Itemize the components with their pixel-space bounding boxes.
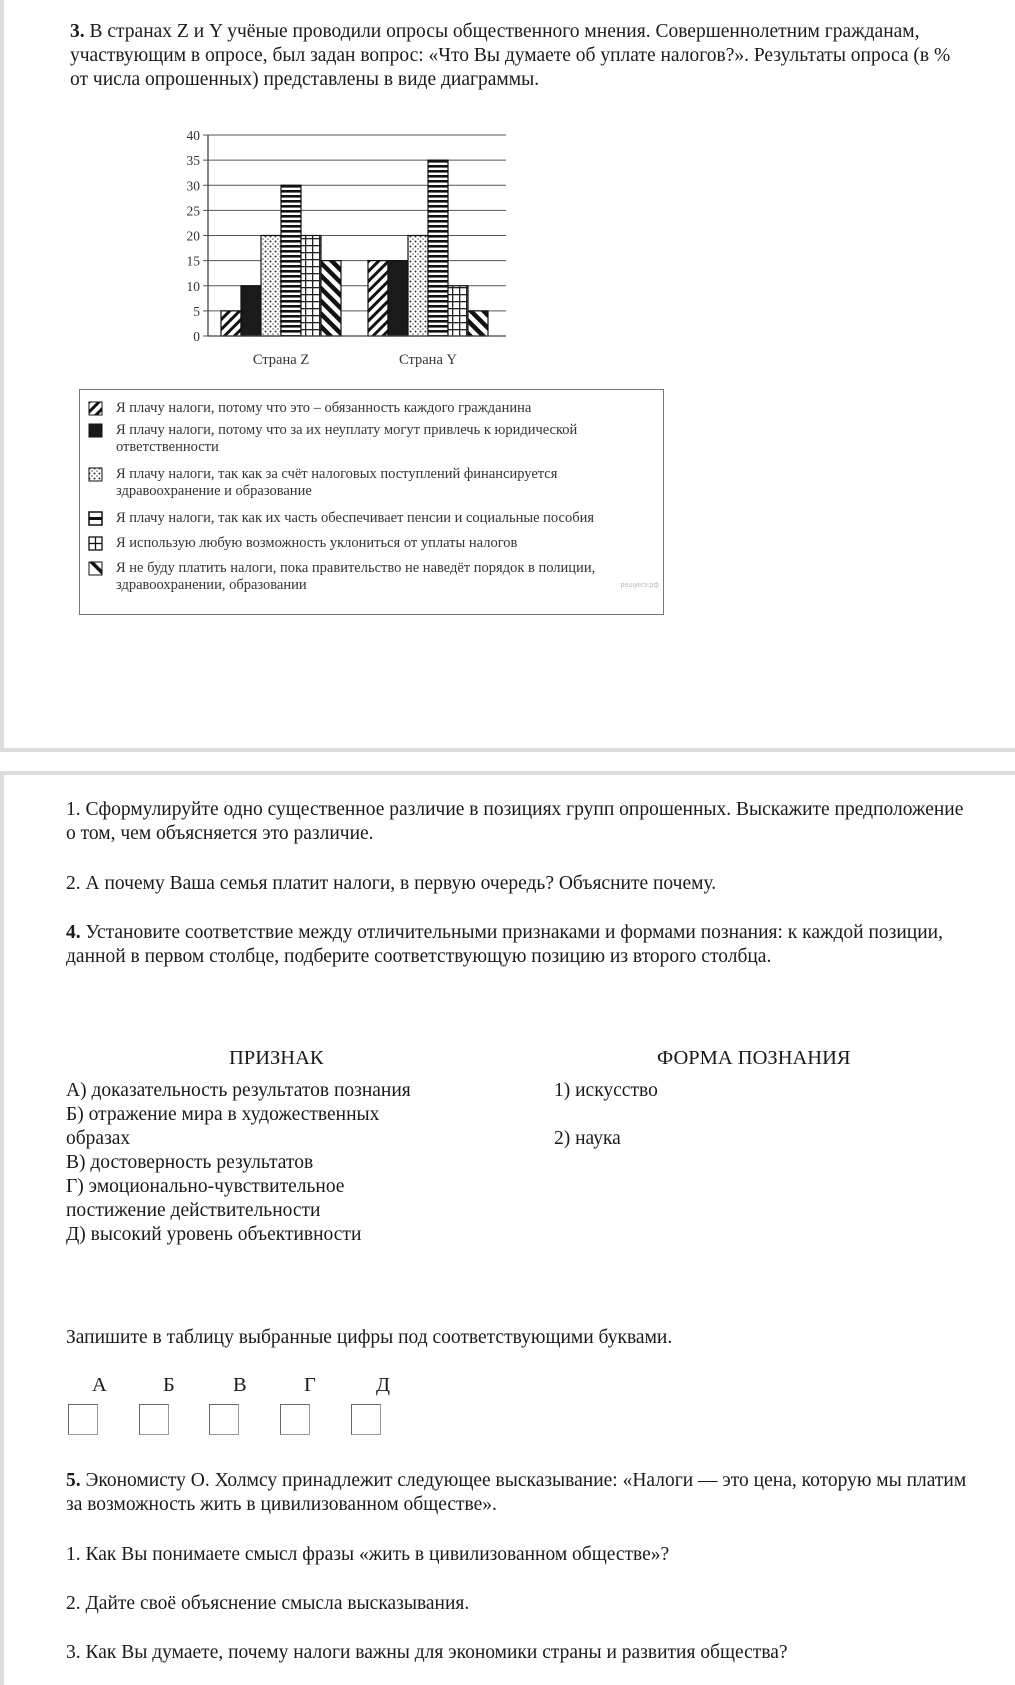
legend-swatch-icon bbox=[88, 423, 103, 438]
legend-label: Я плачу налоги, так как их часть обеспечивает пенсии и социальные пособия bbox=[116, 510, 595, 526]
y-tick-label: 40 bbox=[186, 128, 200, 143]
answer-letter-a: А bbox=[92, 1374, 107, 1396]
feature-e: Д) высокий уровень объективности bbox=[66, 1224, 362, 1245]
task3-panel bbox=[0, 0, 1015, 752]
task5-number: 5. bbox=[66, 1470, 81, 1491]
y-tick-label: 30 bbox=[186, 178, 200, 194]
legend-swatch-icon bbox=[88, 511, 103, 526]
legend-label: Я не буду платить налоги, пока правительство не наведёт порядок в полиции, здравоохранении, образовании bbox=[116, 560, 596, 593]
answer-box-c[interactable] bbox=[209, 1404, 239, 1435]
bar-chart bbox=[4, 0, 704, 380]
answer-box-e[interactable] bbox=[351, 1404, 381, 1435]
task5-question: Экономисту О. Холмсу принадлежит следующее высказывание: «Налоги — это цена, которую мы платим за возможность жить в цивилизованном обществе». bbox=[66, 1470, 967, 1515]
feature-c: В) достоверность результатов bbox=[66, 1152, 314, 1173]
task5-text bbox=[66, 1469, 976, 1517]
task5-subtask-2: 2. Дайте своё объяснение смысла высказывания. bbox=[66, 1593, 470, 1614]
task3-subtask-2: 2. А почему Ваша семья платит налоги, в первую очередь? Объясните почему. bbox=[66, 873, 717, 894]
column-header-feature: ПРИЗНАК bbox=[229, 1047, 324, 1069]
form-2: 2) наука bbox=[554, 1128, 621, 1149]
task3-subtask-1: 1. Сформулируйте одно существенное различие в позициях групп опрошенных. Выскажите предположение о том, чем объясняется это различие. bbox=[66, 799, 964, 844]
bar-z-series-3 bbox=[261, 236, 281, 337]
task4-question: Установите соответствие между отличительными признаками и формами познания: к каждой позиции, данной в первом столбце, подберите соответствующую позицию из второго столбца. bbox=[66, 922, 943, 967]
answer-letter-b: Б bbox=[163, 1374, 175, 1396]
task4-text bbox=[66, 921, 966, 969]
form-1: 1) искусство bbox=[554, 1080, 658, 1101]
y-tick-label: 20 bbox=[186, 228, 200, 244]
feature-d: Г) эмоционально-чувствительное постижение действительности bbox=[66, 1176, 345, 1221]
feature-a: А) доказательность результатов познания bbox=[66, 1080, 411, 1101]
y-tick-label: 15 bbox=[186, 253, 200, 269]
bar-z-series-6 bbox=[321, 261, 341, 336]
task4-number: 4. bbox=[66, 922, 81, 943]
feature-b: Б) отражение мира в художественных образах bbox=[66, 1104, 380, 1149]
task5-subtask-1: 1. Как Вы понимаете смысл фразы «жить в цивилизованном обществе»? bbox=[66, 1544, 670, 1565]
y-tick-label: 5 bbox=[193, 303, 200, 319]
answer-letter-c: В bbox=[233, 1374, 247, 1396]
answer-box-a[interactable] bbox=[68, 1404, 98, 1435]
bar-y-series-6 bbox=[468, 311, 488, 336]
bar-y-series-1 bbox=[368, 261, 388, 336]
answer-letter-e: Д bbox=[376, 1374, 390, 1396]
chart-legend bbox=[79, 389, 664, 615]
legend-swatch-icon bbox=[88, 467, 103, 482]
watermark: решуегэ.рф bbox=[620, 582, 659, 589]
answer-instruction: Запишите в таблицу выбранные цифры под соответствующими буквами. bbox=[66, 1327, 673, 1348]
y-tick-label: 0 bbox=[193, 329, 200, 344]
answer-box-b[interactable] bbox=[139, 1404, 169, 1435]
legend-label: Я плачу налоги, потому что это – обязанность каждого гражданина bbox=[116, 400, 532, 416]
bar-z-series-5 bbox=[301, 236, 321, 337]
column-header-form: ФОРМА ПОЗНАНИЯ bbox=[657, 1047, 851, 1069]
x-category-label: Страна Y bbox=[399, 352, 457, 368]
legend-label: Я плачу налоги, так как за счёт налоговых поступлений финансируется здравоохранение и образование bbox=[116, 466, 558, 499]
task3-number: 3. bbox=[70, 21, 85, 42]
legend-swatch-icon bbox=[88, 561, 103, 576]
bar-z-series-2 bbox=[241, 286, 261, 336]
x-category-label: Страна Z bbox=[252, 352, 310, 368]
legend-swatch-icon bbox=[88, 401, 103, 416]
y-tick-label: 25 bbox=[186, 203, 200, 219]
legend-label: Я плачу налоги, потому что за их неуплату могут привлечь к юридической ответственности bbox=[116, 422, 578, 455]
answer-letter-d: Г bbox=[304, 1374, 316, 1396]
legend-swatch-icon bbox=[88, 536, 103, 551]
bar-y-series-5 bbox=[448, 286, 468, 336]
bar-z-series-1 bbox=[221, 311, 241, 336]
legend-label: Я использую любую возможность уклониться от уплаты налогов bbox=[116, 535, 518, 551]
task3-question: В странах Z и Y учёные проводили опросы общественного мнения. Совершеннолетним гражданам, участвующим в опросе, был задан вопрос: «Что Вы думаете об уплате налогов?». Результаты опроса (в % от числа опрошенных) представлены в виде диаграммы. bbox=[70, 21, 951, 90]
bar-y-series-3 bbox=[408, 236, 428, 337]
answer-box-d[interactable] bbox=[280, 1404, 310, 1435]
bar-y-series-2 bbox=[388, 261, 408, 336]
task5-subtask-3: 3. Как Вы думаете, почему налоги важны для экономики страны и развития общества? bbox=[66, 1642, 788, 1663]
y-tick-label: 10 bbox=[186, 278, 200, 294]
bar-z-series-4 bbox=[281, 185, 301, 336]
bar-y-series-4 bbox=[428, 160, 448, 336]
y-tick-label: 35 bbox=[186, 153, 200, 169]
